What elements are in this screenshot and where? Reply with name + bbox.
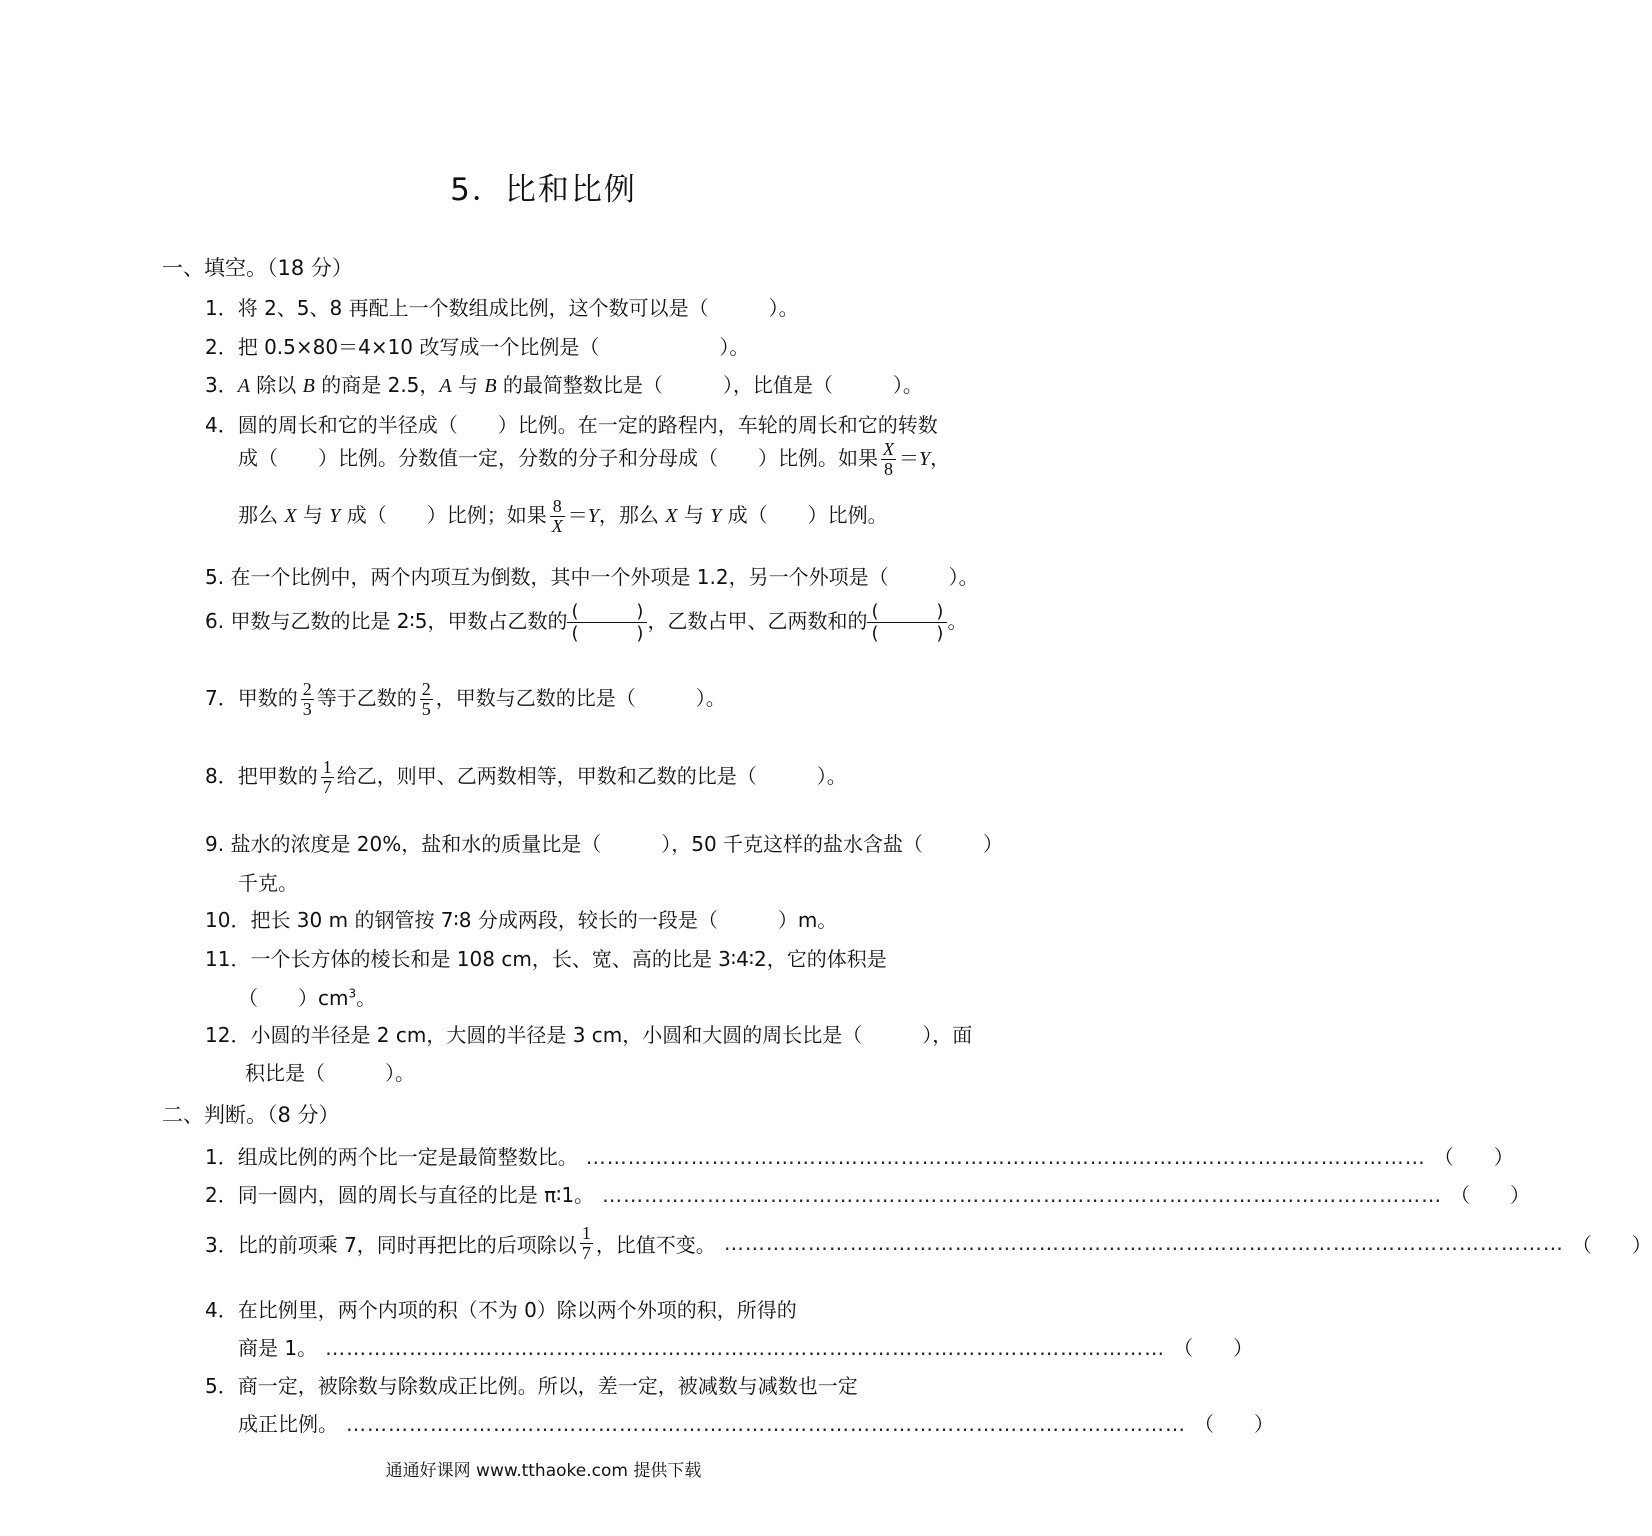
judgment-4-line-2: 商是 1。 ………………………………………………………………………………………………………… （ ） [238,1332,1025,1361]
question-12-line-2: 积比是（ ）。 [245,1061,415,1085]
page-title: 5．比和比例 [450,172,637,208]
fraction-x-over-8: $\frac{X}{8}$ [883,439,894,479]
question-5: 5. 在一个比例中，两个内项互为倒数，其中一个外项是 1.2，另一个外项是（ ）。 [205,565,979,589]
question-1: 1．将 2、5、8 再配上一个数组成比例，这个数可以是（ ）。 [205,296,799,320]
question-4-line-3: 那么 X 与 Y 成（ ）比例；如果 $\frac{8}{X}$ ＝Y，那么 X 与 Y 成（ ）比例。 [238,496,888,536]
fraction-8-over-x: $\frac{8}{X}$ [551,496,563,536]
question-4-line-2: 成（ ）比例。分数值一定，分数的分子和分母成（ ）比例。如果 $\frac{X}{8}$ ＝Y， [238,439,951,479]
answer-blank: （ ） [1571,1232,1652,1257]
answer-blank: （ ） [1450,1183,1531,1207]
blank-fraction-1: ( ) ( ) [567,601,647,644]
blank-fraction-2: ( ) ( ) [867,601,947,644]
question-2: 2．把 0.5×80＝4×10 改写成一个比例是（ ）。 [205,335,750,359]
judgment-3: 3．比的前项乘 7，同时再把比的后项除以 $\frac{1}{7}$ ，比值不变。 ………………………………………………………………………………………………………… （ ） [205,1223,1652,1263]
judgment-4-line-1: 4．在比例里，两个内项的积（不为 0）除以两个外项的积，所得的 [205,1298,797,1322]
answer-blank: （ ） [1194,1412,1274,1436]
question-10: 10．把长 30 m 的钢管按 7∶8 分成两段，较长的一段是（ ）m。 [205,908,838,932]
section-2-header: 二、判断。（8 分） [162,1103,340,1127]
judgment-1: 1．组成比例的两个比一定是最简整数比。 ………………………………………………………………………………………………………… （ ） [205,1141,1025,1170]
judgment-5-line-2: 成正比例。 ………………………………………………………………………………………………………… （ ） [238,1408,1025,1437]
judgment-5-line-1: 5．商一定，被除数与除数成正比例。所以，差一定，被减数与减数也一定 [205,1374,858,1398]
question-11-line-2: （ ）$cm^3$。 [238,986,377,1010]
question-9-line-2: 千克。 [238,871,298,895]
question-12-line-1: 12．小圆的半径是 2 cm，大圆的半径是 3 cm，小圆和大圆的周长比是（ ），面 [205,1023,973,1047]
footer-credit: 通通好课网 www.tthaoke.com 提供下载 [385,1461,702,1481]
answer-blank: （ ） [1173,1336,1254,1360]
question-9-line-1: 9. 盐水的浓度是 20%，盐和水的质量比是（ ），50 千克这样的盐水含盐（ ） [205,832,1004,856]
question-11-line-1: 11．一个长方体的棱长和是 108 cm，长、宽、高的比是 3∶4∶2，它的体积是 [205,947,887,971]
answer-blank: （ ） [1433,1145,1514,1169]
question-4-line-1: 4．圆的周长和它的半径成（ ）比例。在一定的路程内，车轮的周长和它的转数 [205,413,938,437]
question-8: 8．把甲数的 $\frac{1}{7}$ 给乙，则甲、乙两数相等，甲数和乙数的比是（ ）。 [205,757,847,797]
question-7: 7．甲数的 $\frac{2}{3}$ 等于乙数的 $\frac{2}{5}$ ，甲数与乙数的比是（ ）。 [205,679,726,719]
section-1-header: 一、填空。（18 分） [162,256,353,280]
question-3: 3．A 除以 B 的商是 2.5，A 与 B 的最简整数比是（ ），比值是（ ）。 [205,373,923,397]
question-6: 6. 甲数与乙数的比是 2∶5，甲数占乙数的 ( ) ( ) ，乙数占甲、乙两数和的 ( ) ( ) 。 [205,601,968,644]
judgment-2: 2．同一圆内，圆的周长与直径的比是 π∶1。 ………………………………………………………………………………………………………… （ ） [205,1179,1025,1208]
